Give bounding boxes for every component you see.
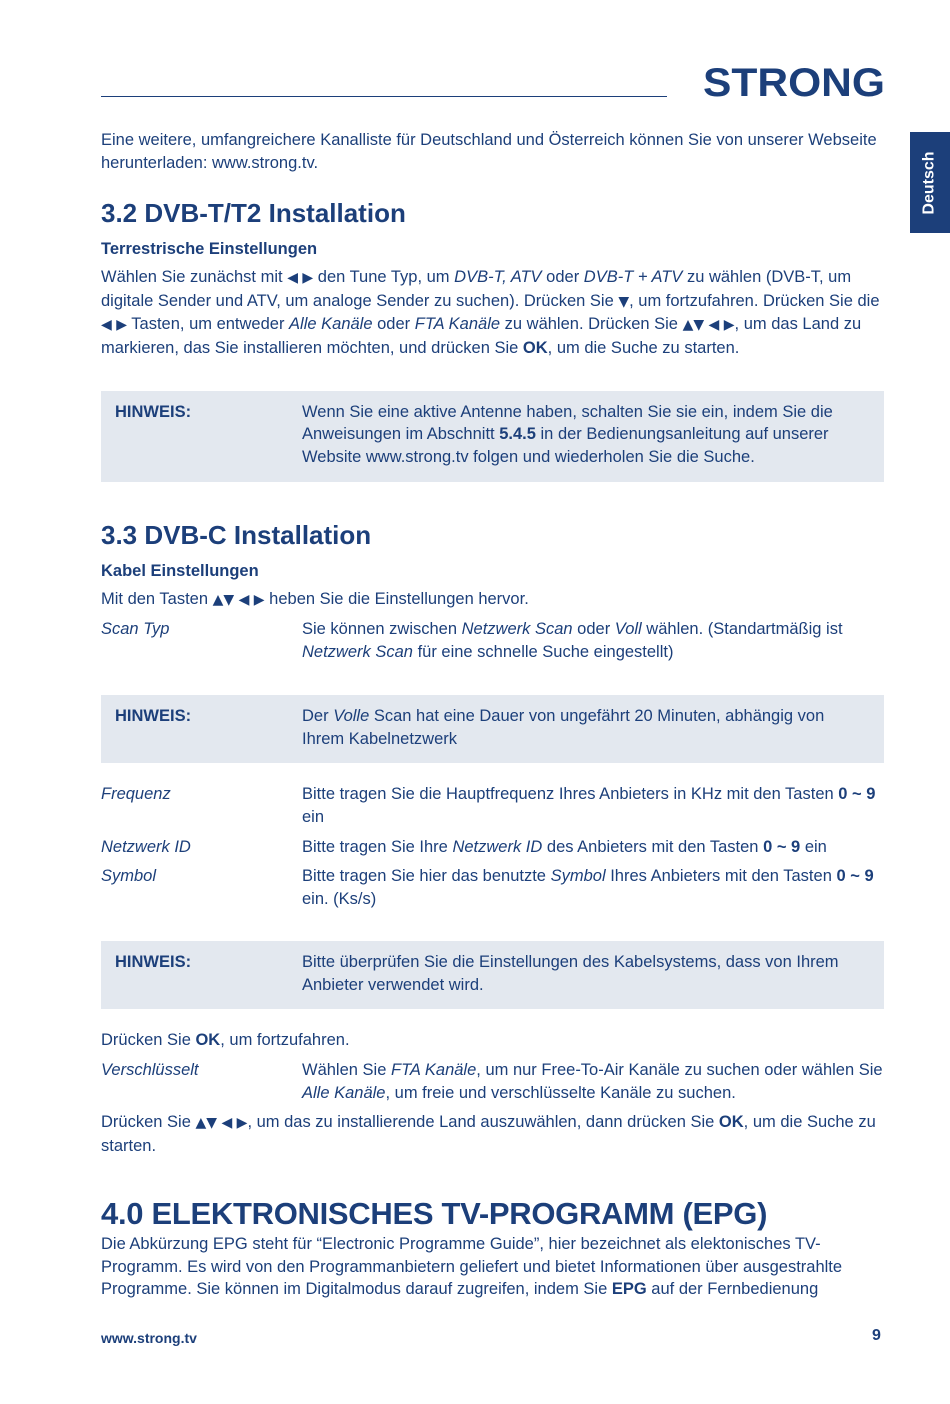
- setting-row-frequency: [101, 783, 884, 828]
- section-3-3-title: 3.3 DVB-C Installation: [101, 519, 372, 550]
- setting-row-network-id: [101, 836, 884, 859]
- note-box-active-antenna: [101, 391, 884, 482]
- setting-label: Scan Typ: [101, 620, 170, 639]
- note-label: HINWEIS:: [115, 953, 192, 972]
- logo-text: STRONG: [703, 62, 885, 104]
- footer-url: www.strong.tv: [101, 1330, 197, 1346]
- section-4-0-title: 4.0 ELEKTRONISCHES TV-PROGRAMM (EPG): [101, 1196, 768, 1232]
- section-4-0-paragraph: Die Abkürzung EPG steht für “Electronic Programme Guide”, hier bezeichnet als elektonisches TV-Programm. Es wird von den Programmanbietern geliefert und bietet Informationen über ausgestrahlte Programme. Sie können im Digitalmodus darauf zugreifen, indem Sie EPG auf der Fernbedienung: [101, 1235, 843, 1299]
- setting-label: Netzwerk ID: [101, 837, 191, 856]
- setting-row-scan-type: [101, 618, 884, 663]
- direction-arrows-icon: ▲▼ ◀ ▶: [682, 317, 735, 334]
- note-text: Der Volle Scan hat eine Dauer von ungefährt 20 Minuten, abhängig von Ihrem Kabelnetzwerk: [302, 707, 825, 748]
- setting-row-symbol: [101, 865, 884, 910]
- setting-description: Sie können zwischen Netzwerk Scan oder Voll wählen. (Standartmäßig ist Netzwerk Scan für eine schnelle Suche eingestellt): [302, 620, 843, 661]
- setting-description: Bitte tragen Sie die Hauptfrequenz Ihres Anbieters in KHz mit den Tasten 0 ~ 9 ein: [302, 785, 876, 826]
- intro-paragraph: Eine weitere, umfangreichere Kanalliste für Deutschland und Österreich können Sie von unserer Webseite herunterladen: www.strong.tv.: [101, 131, 877, 172]
- section-3-2-title: 3.2 DVB-T/T2 Installation: [101, 198, 406, 229]
- section-3-2-paragraph: Wählen Sie zunächst mit ◀ ▶ den Tune Typ, um DVB-T, ATV oder DVB-T + ATV zu wählen (DVB-T, um digitale Sender und ATV, um analoge Sender zu suchen). Drücken Sie ▼, um fortzufahren. Drücken Sie die ◀ ▶ Tasten, um entweder Alle Kanäle oder FTA Kanäle zu wählen. Drücken Sie ▲▼ ◀ ▶, um das Land zu markieren, das Sie installieren möchten, und drücken Sie OK, um die Suche zu starten.: [101, 268, 880, 357]
- setting-label: Frequenz: [101, 785, 171, 804]
- note-text: Bitte überprüfen Sie die Einstellungen des Kabelsystems, dass von Ihrem Anbieter verwendet wird.: [302, 953, 839, 994]
- setting-description: Wählen Sie FTA Kanäle, um nur Free-To-Air Kanäle zu suchen oder wählen Sie Alle Kanäle, um freie und verschlüsselte Kanäle zu suchen.: [302, 1060, 883, 1102]
- down-arrow-icon: ▼: [618, 293, 630, 310]
- strong-logo: [703, 62, 885, 104]
- note-text: Wenn Sie eine aktive Antenne haben, schalten Sie sie ein, indem Sie die Anweisungen im Abschnitt 5.4.5 in der Bedienungsanleitung auf unserer Website www.strong.tv folgen und wiederholen Sie die Suche.: [302, 402, 833, 466]
- page-content: [101, 129, 884, 1301]
- select-country-paragraph: Drücken Sie ▲▼ ◀ ▶, um das zu installierende Land auszuwählen, dann drücken Sie OK, um die Suche zu starten.: [101, 1113, 876, 1155]
- note-box-cable-settings: [101, 941, 884, 1009]
- note-box-full-scan: [101, 695, 884, 763]
- section-3-3-intro: Mit den Tasten ▲▼ ◀ ▶ heben Sie die Einstellungen hervor.: [101, 589, 529, 608]
- note-label: HINWEIS:: [115, 707, 192, 726]
- note-label: HINWEIS:: [115, 402, 192, 421]
- section-3-3-subtitle: Kabel Einstellungen: [101, 561, 259, 580]
- page-number: 9: [872, 1327, 881, 1344]
- section-3-2-subtitle: Terrestrische Einstellungen: [101, 240, 318, 259]
- language-tab: [910, 132, 950, 233]
- setting-label: Symbol: [101, 867, 157, 886]
- left-right-arrows-icon: ◀ ▶: [101, 317, 127, 334]
- press-ok-paragraph: Drücken Sie OK, um fortzufahren.: [101, 1031, 350, 1050]
- left-right-arrows-icon: ◀ ▶: [287, 270, 314, 287]
- setting-label: Verschlüsselt: [101, 1060, 199, 1079]
- setting-description: Bitte tragen Sie hier das benutzte Symbol Ihres Anbieters mit den Tasten 0 ~ 9 ein. (Ks/s): [302, 867, 874, 908]
- direction-arrows-icon: ▲▼ ◀ ▶: [212, 591, 265, 608]
- header-rule: [101, 96, 667, 97]
- setting-row-encrypted: [101, 1059, 884, 1104]
- language-tab-label: Deutsch: [921, 150, 938, 215]
- direction-arrows-icon: ▲▼ ◀ ▶: [195, 1115, 248, 1132]
- setting-description: Bitte tragen Sie Ihre Netzwerk ID des Anbieters mit den Tasten 0 ~ 9 ein: [302, 837, 827, 856]
